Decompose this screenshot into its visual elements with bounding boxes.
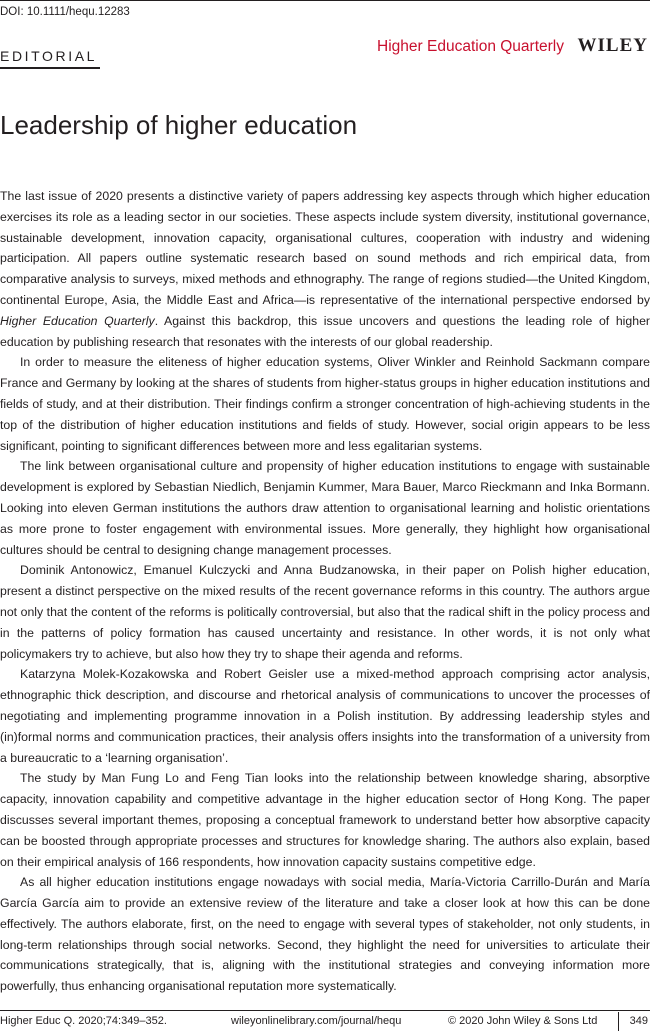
footer-divider: [618, 1012, 619, 1031]
paragraph: [0, 186, 650, 352]
article-body: [0, 186, 650, 997]
publisher-logo: WILEY: [577, 35, 648, 56]
paragraph: Katarzyna Molek-Kozakowska and Robert Geisler use a mixed-method approach comprising actor analysis, ethnographic thick description, and discourse and rhetorical analysis of communications to uncover the processes of negotiating and implementing programme innovation in a Polish institution. By addressing leadership styles and (in)formal norms and communication practices, their analysis offers insights into the transformation of a university from a bureaucratic to a ‘learning organisation’.: [0, 667, 650, 765]
footer-citation: Higher Educ Q. 2020;74:349–352.: [0, 1015, 167, 1027]
journal-name: Higher Education Quarterly: [377, 38, 564, 55]
paragraph: In order to measure the eliteness of higher education systems, Oliver Winkler and Reinhold Sackmann compare France and Germany by looking at the shares of students from higher-status groups in higher education institutions and fields of study, and at their distribution. Their findings confirm a stronger concentration of high-achieving students in the top of the distribution of higher education institutions and fields of study. However, social origin appears to be less significant, pointing to significant differences between more and less egalitarian systems.: [0, 355, 650, 453]
paragraph: The study by Man Fung Lo and Feng Tian looks into the relationship between knowledge sharing, absorptive capacity, innovation capability and competitive advantage in the higher education sector of Hong Kong. The paper discusses several important themes, proposing a conceptual framework to understand better how absorptive capacity can be boosted through appropriate processes and structures for knowledge sharing. The authors also explain, based on their empirical analysis of 166 respondents, how innovation capacity sustains competitive edge.: [0, 771, 650, 869]
paragraph: Dominik Antonowicz, Emanuel Kulczycki and Anna Budzanowska, in their paper on Polish higher education, present a distinct perspective on the mixed results of the recent governance reforms in this country. The authors argue not only that the content of the reforms is politically controversial, but also that the radical shift in the policy process and in the patterns of policy formation has caused uncertainty and resistance. In other words, it is not only what policymakers try to achieve, but also how they try to shape their agenda and reforms.: [0, 563, 650, 661]
footer-journal-link[interactable]: wileyonlinelibrary.com/journal/hequ: [231, 1015, 402, 1027]
top-rule: [0, 0, 650, 1]
section-rule: [0, 67, 100, 69]
article-title: Leadership of higher education: [0, 110, 358, 140]
paragraph-text: The last issue of 2020 presents a distinctive variety of papers addressing key aspects through which higher education exercises its role as a leading sector in our societies. These aspects include system diversity, institutional governance, sustainable development, innovation capacity, organisational cultures, cooperation with industry and widening participation. All papers outline systematic research based on sound methods and rich empirical data, from comparative analysis to surveys, mixed methods and ethnography. The range of regions studied—the United Kingdom, continental Europe, Asia, the Middle East and Africa—is representative of the international perspective endorsed by: [0, 189, 650, 307]
paragraph: The link between organisational culture and propensity of higher education institutions to engage with sustainable development is explored by Sebastian Niedlich, Benjamin Kummer, Mara Bauer, Marco Rieckmann and Inka Bormann. Looking into eleven German institutions the authors draw attention to organisational learning and holistic orientations as more prone to foster engagement with environmental issues. More generally, they highlight how organisational cultures should be central to designing change management processes.: [0, 459, 650, 557]
footer-rule: [0, 1010, 650, 1011]
page-number: 349: [629, 1015, 648, 1027]
doi-line[interactable]: DOI: 10.1111/hequ.12283: [0, 6, 130, 18]
paragraph-text: . Against this backdrop, this issue uncovers and questions the leading role of higher education by publishing research that resonates with the interests of our global readership.: [0, 313, 650, 349]
page-footer: [0, 1015, 650, 1031]
journal-name-emphasis: Higher Education Quarterly: [0, 313, 155, 328]
section-label: EDITORIAL: [0, 48, 98, 64]
footer-copyright: © 2020 John Wiley & Sons Ltd: [448, 1015, 598, 1027]
paragraph: As all higher education institutions engage nowadays with social media, María-Victoria Carrillo-Durán and María García García aim to provide an extensive review of the literature and take a closer look at how this can be done effectively. The authors elaborate, first, on the need to engage with several types of stakeholder, not only students, in long-term relationships through social networks. Second, they highlight the need for universities to articulate their communications strategically, that is, aligning with the institutional strategies and conveying information more powerfully, thus enhancing organisational reputation more systematically.: [0, 875, 650, 994]
